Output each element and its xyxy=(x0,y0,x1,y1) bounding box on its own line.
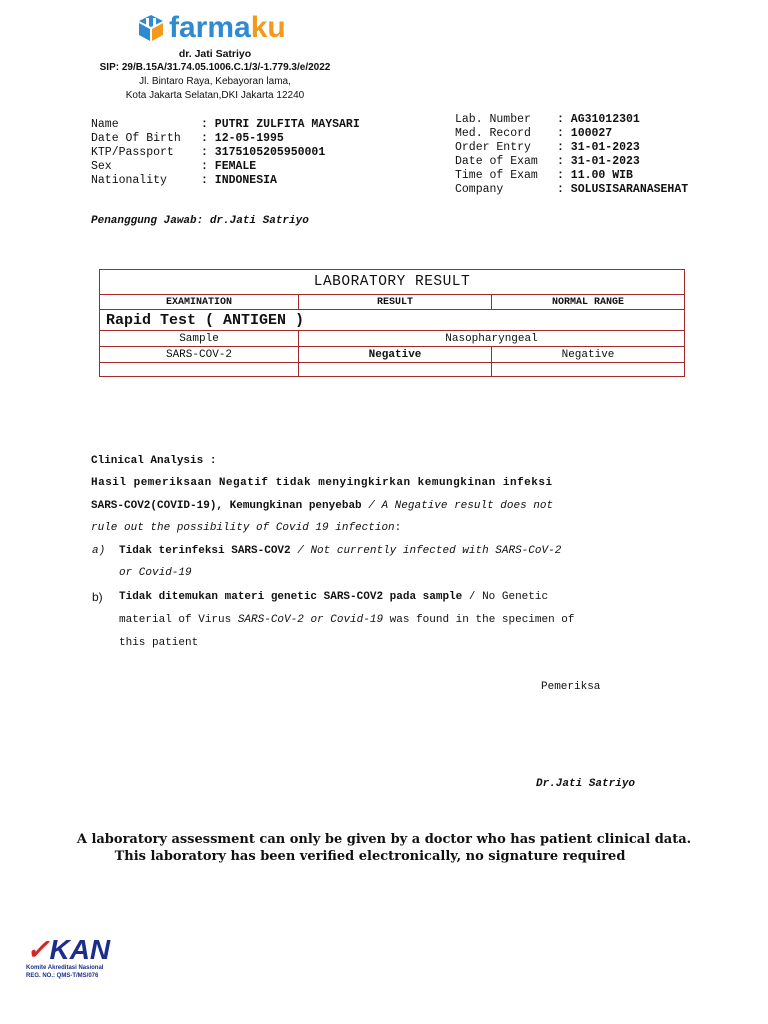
kan-accreditation-logo xyxy=(26,934,111,980)
analysis-line-2-bold: SARS-COV2(COVID-19), Kemungkinan penyebab xyxy=(91,500,362,512)
med-record-value: : 100027 xyxy=(557,127,613,140)
point-b-line-2-italic: SARS-CoV-2 or Covid-19 xyxy=(237,614,384,626)
point-b-bold: Tidak ditemukan materi genetic SARS-COV2 pada sample xyxy=(119,591,463,603)
examiner-label: Pemeriksa xyxy=(541,681,601,693)
company-value: : SOLUSISARANASEHAT xyxy=(557,183,689,196)
lab-result-table xyxy=(99,269,685,377)
point-a-italic: / Not currently infected with SARS-CoV-2 xyxy=(297,545,562,557)
analysis-line-3 xyxy=(91,522,401,534)
point-b-marker: b) xyxy=(92,590,103,604)
parameter-name: SARS-COV-2 xyxy=(100,347,299,363)
dob-value: : 12-05-1995 xyxy=(201,132,284,145)
brand-name xyxy=(169,11,286,45)
empty-cell xyxy=(299,363,492,377)
sex-value: : FEMALE xyxy=(201,160,257,173)
analysis-line-3-end: : xyxy=(394,522,402,534)
table-title: LABORATORY RESULT xyxy=(100,270,685,295)
sample-label: Sample xyxy=(100,331,299,347)
col-header-normal-range: NORMAL RANGE xyxy=(492,295,685,310)
exam-time-label: Time of Exam xyxy=(455,169,538,182)
kan-mark-text: KAN xyxy=(49,934,111,965)
doctor-name: dr. Jati Satriyo xyxy=(178,48,252,60)
company-label: Company xyxy=(455,183,504,196)
address-line-1: Jl. Bintaro Raya, Kebayoran lama, xyxy=(139,76,291,87)
analysis-line-1: Hasil pemeriksaan Negatif tidak menyingkirkan kemungkinan infeksi xyxy=(91,477,553,489)
empty-cell xyxy=(100,363,299,377)
sip-number: SIP: 29/B.15A/31.74.05.1006.C.1/3/-1.779.3/e/2022 xyxy=(99,62,331,73)
point-a-continued: or Covid-19 xyxy=(119,567,192,579)
kan-full-name: Komite Akreditasi Nasional xyxy=(26,965,104,971)
nationality-label: Nationality xyxy=(91,174,167,187)
brand-part-b: ku xyxy=(250,11,286,44)
normal-range-value: Negative xyxy=(492,347,685,363)
nationality-value: : INDONESIA xyxy=(201,174,277,187)
point-b-rest: / No Genetic xyxy=(468,591,549,603)
sample-value: Nasopharyngeal xyxy=(299,331,685,347)
empty-cell xyxy=(492,363,685,377)
footer-verification: This laboratory has been verified electronically, no signature required xyxy=(114,849,626,864)
result-value: Negative xyxy=(299,347,492,363)
ktp-label: KTP/Passport xyxy=(91,146,174,159)
point-b-line-2-b: was found in the specimen of xyxy=(389,614,575,626)
analysis-line-2 xyxy=(91,500,676,512)
brand-part-a: farma xyxy=(169,11,251,44)
point-a-marker: a) xyxy=(92,545,106,557)
point-b-line-2-a: material of Virus xyxy=(119,614,232,626)
signing-doctor: Dr.Jati Satriyo xyxy=(536,778,636,790)
responsible-doctor: Penanggung Jawab: dr.Jati Satriyo xyxy=(91,215,309,227)
lab-number-value: : AG31012301 xyxy=(557,113,640,126)
lab-number-label: Lab. Number xyxy=(455,113,531,126)
analysis-line-3-text: rule out the possibility of Covid 19 infection xyxy=(91,522,395,534)
exam-date-label: Date of Exam xyxy=(455,155,538,168)
dob-label: Date Of Birth xyxy=(91,132,181,145)
kan-reg-number: REG. NO.: QMS-T/MS/076 xyxy=(26,973,99,979)
checkmark-icon: ✓ xyxy=(26,934,50,965)
farmaku-logo xyxy=(137,12,286,44)
footer-disclaimer: A laboratory assessment can only be given by a doctor who has patient clinical data. xyxy=(76,832,692,847)
point-b xyxy=(119,591,548,603)
exam-date-value: : 31-01-2023 xyxy=(557,155,640,168)
sex-label: Sex xyxy=(91,160,112,173)
name-label: Name xyxy=(91,118,119,131)
point-b-line-2 xyxy=(119,614,575,626)
cube-icon xyxy=(137,13,165,43)
test-name: Rapid Test ( ANTIGEN ) xyxy=(100,310,685,331)
col-header-examination: EXAMINATION xyxy=(100,295,299,310)
exam-time-value: : 11.00 WIB xyxy=(557,169,633,182)
ktp-value: : 3175105205950001 xyxy=(201,146,326,159)
clinical-analysis-heading: Clinical Analysis : xyxy=(91,455,217,467)
col-header-result: RESULT xyxy=(299,295,492,310)
order-entry-label: Order Entry xyxy=(455,141,531,154)
point-b-line-3: this patient xyxy=(119,637,199,649)
order-entry-value: : 31-01-2023 xyxy=(557,141,640,154)
analysis-line-2-italic: / A Negative result does not xyxy=(368,500,554,512)
kan-mark xyxy=(26,934,111,965)
med-record-label: Med. Record xyxy=(455,127,531,140)
name-value: : PUTRI ZULFITA MAYSARI xyxy=(201,118,360,131)
point-a xyxy=(119,545,561,557)
address-line-2: Kota Jakarta Selatan,DKI Jakarta 12240 xyxy=(125,90,305,101)
point-a-bold: Tidak terinfeksi SARS-COV2 xyxy=(119,545,291,557)
